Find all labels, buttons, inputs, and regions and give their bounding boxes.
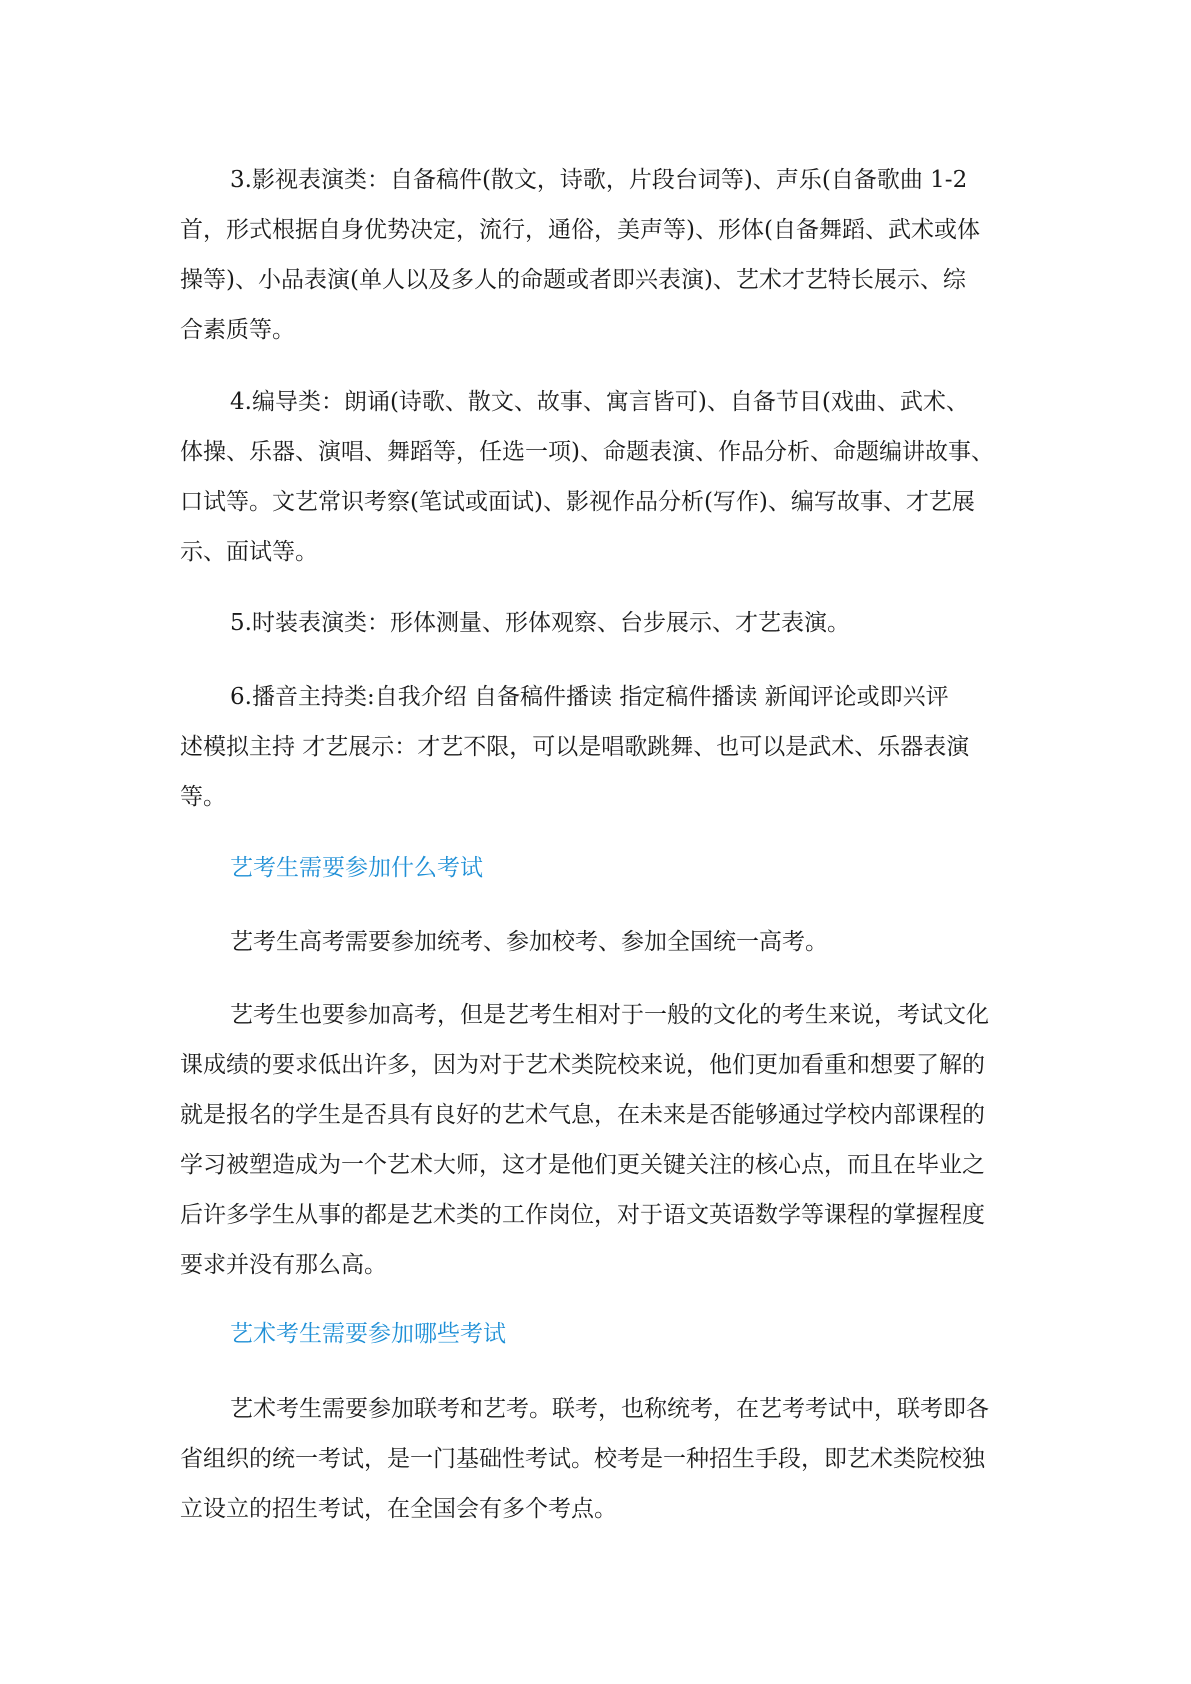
- paragraph-exam-summary: [180, 917, 1020, 967]
- text-line: 3.影视表演类：自备稿件(散文，诗歌，片段台词等)、声乐(自备歌曲 1-2: [230, 167, 968, 193]
- text-line: 口试等。文艺常识考察(笔试或面试)、影视作品分析(写作)、编写故事、才艺展: [180, 489, 975, 515]
- text-line: 操等)、小品表演(单人以及多人的命题或者即兴表演)、艺术才艺特长展示、综: [180, 267, 966, 293]
- text-line: 就是报名的学生是否具有良好的艺术气息，在未来是否能够通过学校内部课程的: [180, 1102, 985, 1128]
- section-heading-which-exams: 艺术考生需要参加哪些考试: [230, 1321, 506, 1347]
- text-line: 示、面试等。: [180, 539, 318, 565]
- text-line: 后许多学生从事的都是艺术类的工作岗位，对于语文英语数学等课程的掌握程度: [180, 1202, 985, 1228]
- paragraph-film-acting: [180, 155, 1020, 355]
- text-line: 课成绩的要求低出许多，因为对于艺术类院校来说，他们更加看重和想要了解的: [180, 1052, 985, 1078]
- section-heading-exams: 艺考生需要参加什么考试: [230, 855, 483, 881]
- text-line: 体操、乐器、演唱、舞蹈等，任选一项)、命题表演、作品分析、命题编讲故事、: [180, 439, 994, 465]
- paragraph-directing: [180, 377, 1020, 577]
- paragraph-joint-exam: [180, 1384, 1020, 1534]
- text-line: 等。: [180, 784, 226, 810]
- text-line: 4.编导类：朗诵(诗歌、散文、故事、寓言皆可)、自备节目(戏曲、武术、: [230, 389, 969, 415]
- text-line: 艺考生高考需要参加统考、参加校考、参加全国统一高考。: [230, 929, 828, 955]
- text-line: 合素质等。: [180, 317, 295, 343]
- text-line: 艺考生也要参加高考，但是艺考生相对于一般的文化的考生来说，考试文化: [230, 1002, 989, 1028]
- text-line: 6.播音主持类:自我介绍 自备稿件播读 指定稿件播读 新闻评论或即兴评: [230, 684, 949, 710]
- text-line: 省组织的统一考试，是一门基础性考试。校考是一种招生手段，即艺术类院校独: [180, 1446, 985, 1472]
- text-line: 立设立的招生考试，在全国会有多个考点。: [180, 1496, 617, 1522]
- text-line: 5.时装表演类：形体测量、形体观察、台步展示、才艺表演。: [230, 610, 850, 636]
- text-line: 述模拟主持 才艺展示：才艺不限，可以是唱歌跳舞、也可以是武术、乐器表演: [180, 734, 970, 760]
- paragraph-gaokao-detail: [180, 990, 1020, 1290]
- text-line: 学习被塑造成为一个艺术大师，这才是他们更关键关注的核心点，而且在毕业之: [180, 1152, 985, 1178]
- paragraph-fashion-show: [180, 598, 1020, 648]
- text-line: 艺术考生需要参加联考和艺考。联考，也称统考，在艺考考试中，联考即各: [230, 1396, 989, 1422]
- text-line: 首，形式根据自身优势决定，流行，通俗，美声等)、形体(自备舞蹈、武术或体: [180, 217, 980, 243]
- text-line: 要求并没有那么高。: [180, 1252, 387, 1278]
- paragraph-broadcasting: [180, 672, 1020, 822]
